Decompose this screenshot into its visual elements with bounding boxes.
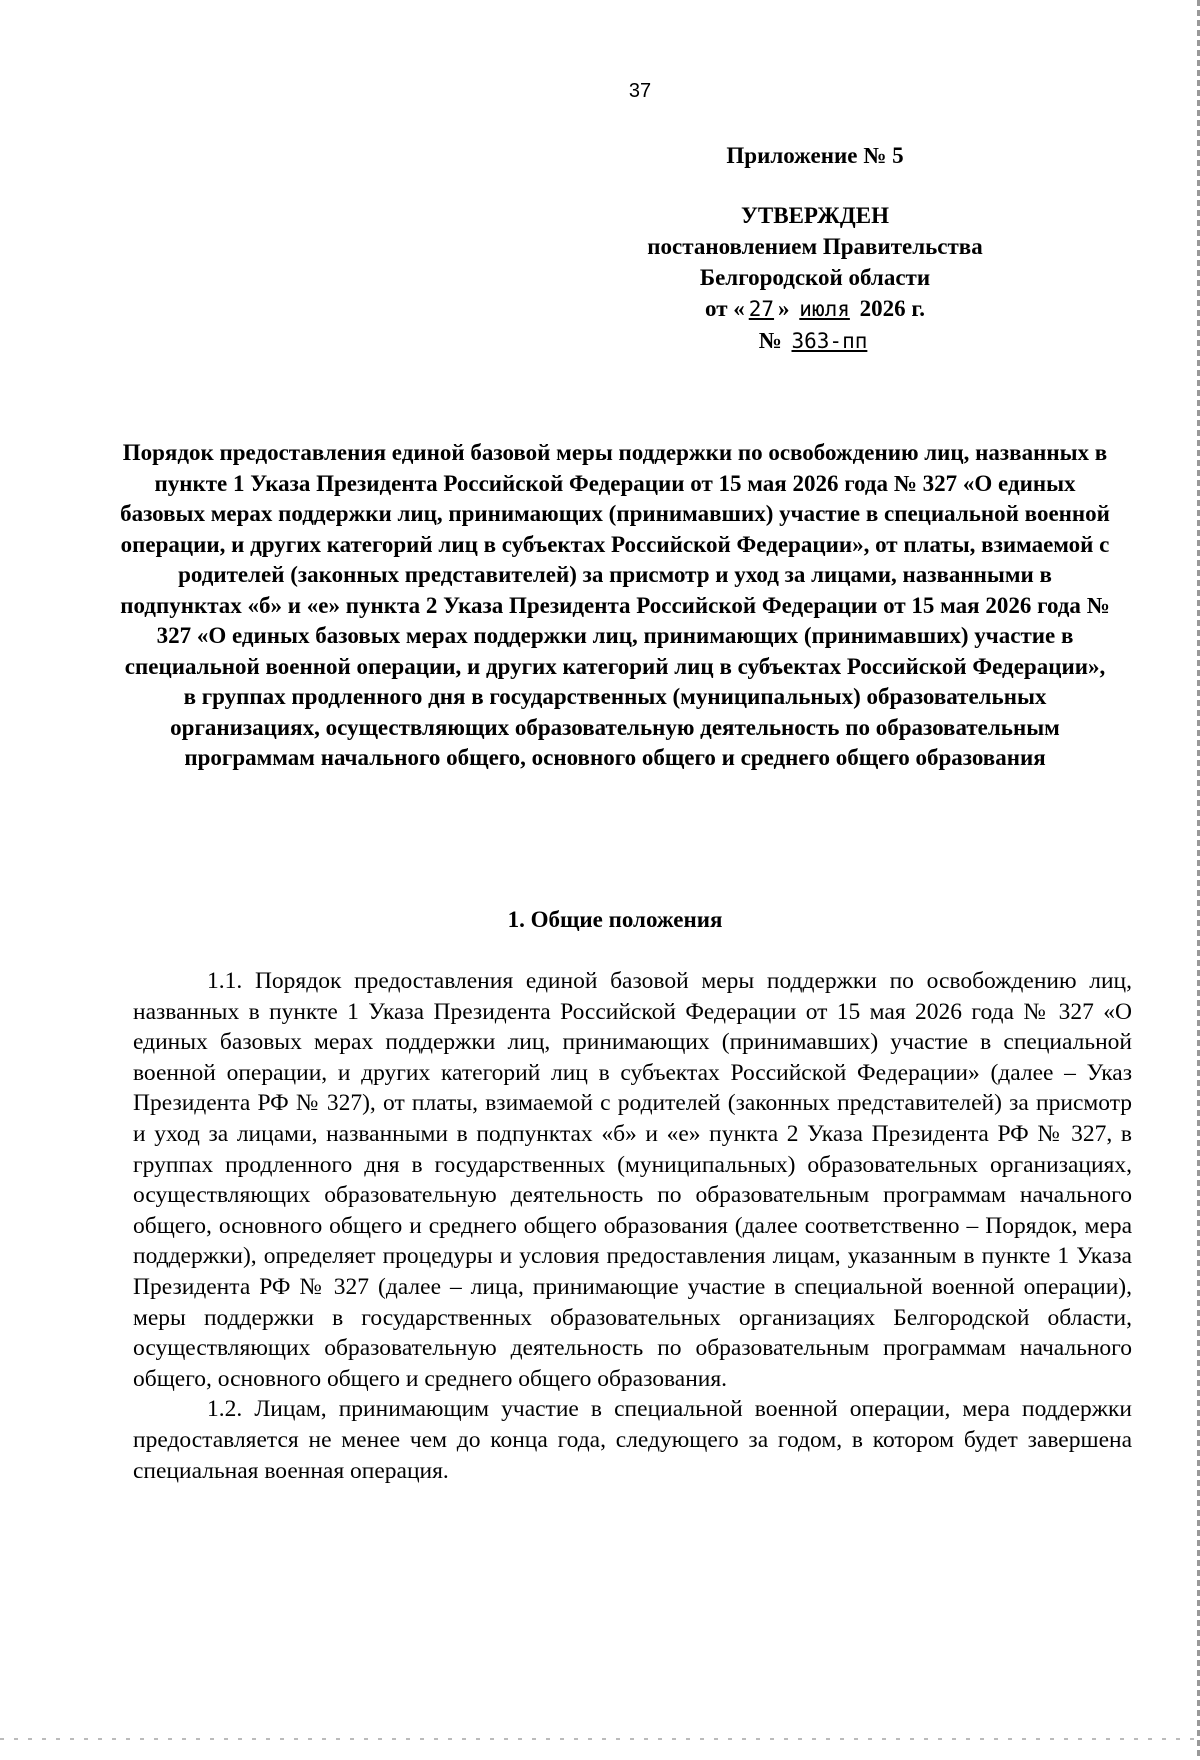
approved-label: УТВЕРЖДЕН [741,203,889,228]
approved-by-line2: Белгородской области [699,265,931,290]
section-heading: 1. Общие положения [507,907,723,932]
approved-by-line1: постановлением Правительства [647,234,983,259]
annex-label: Приложение № 5 [726,143,904,168]
date-day: 27 [748,297,775,321]
number-prefix: № [758,328,782,353]
body-text [133,966,1132,1486]
date-year: 2026 г. [859,296,925,321]
approval-number [580,325,1050,357]
date-mid: » [778,296,790,321]
approval-date [580,293,1050,325]
date-prefix: от « [705,296,745,321]
paragraph-1-1: 1.1. Порядок предоставления единой базовой меры поддержки по освобождению лиц, названных в пункте 1 Указа Президента Российской Федерации от 15 мая 2026 года № 327 «О единых базовых мерах поддержки лиц, принимающих (принимавших) участие в специальной военной операции, и других категорий лиц в субъектах Российской Федерации» (далее – Указ Президента РФ № 327), от платы, взимаемой с родителей (законных представителей) за присмотр и уход за лицами, названными в подпунктах «б» и «е» пункта 2 Указа Президента РФ № 327, в группах продленного дня в государственных (муниципальных) образовательных организациях, осуществляющих образовательную деятельность по образовательным программам начального общего, основного общего и среднего общего образования (далее соответственно – Порядок, мера поддержки), определяет процедуры и условия предоставления лицам, указанным в пункте 1 Указа Президента РФ № 327 (далее – лица, принимающие участие в специальной военной операции), меры поддержки в государственных образовательных организациях Белгородской области, осуществляющих образовательную деятельность по образовательным программам начального общего, основного общего и среднего общего образования. [133,968,1132,1392]
page-number: 37 [628,80,652,102]
approval-block [580,140,1050,357]
scan-bottom-artifact [0,1738,1200,1740]
paragraph-1-2: 1.2. Лицам, принимающим участие в специальной военной операции, мера поддержки предоставляется не менее чем до конца года, следующего за годом, в котором будет завершена специальная военная операция. [133,1396,1132,1484]
document-title: Порядок предоставления единой базовой меры поддержки по освобождению лиц, названных в пункте 1 Указа Президента Российской Федерации от 15 мая 2026 года № 327 «О единых базовых мерах поддержки лиц, принимающих (принимавших) участие в специальной военной операции, и других категорий лиц в субъектах Российской Федерации», от платы, взимаемой с родителей (законных представителей) за присмотр и уход за лицами, названными в подпунктах «б» и «е» пункта 2 Указа Президента Российской Федерации от 15 мая 2026 года № 327 «О единых базовых мерах поддержки лиц, принимающих (принимавших) участие в специальной военной операции, и других категорий лиц в субъектах Российской Федерации», в группах продленного дня в государственных (муниципальных) образовательных организациях, осуществляющих образовательную деятельность по образовательным программам начального общего, основного общего и среднего общего образования [120,440,1110,770]
number-value: 363-пп [791,329,868,353]
date-month: июля [799,297,850,321]
